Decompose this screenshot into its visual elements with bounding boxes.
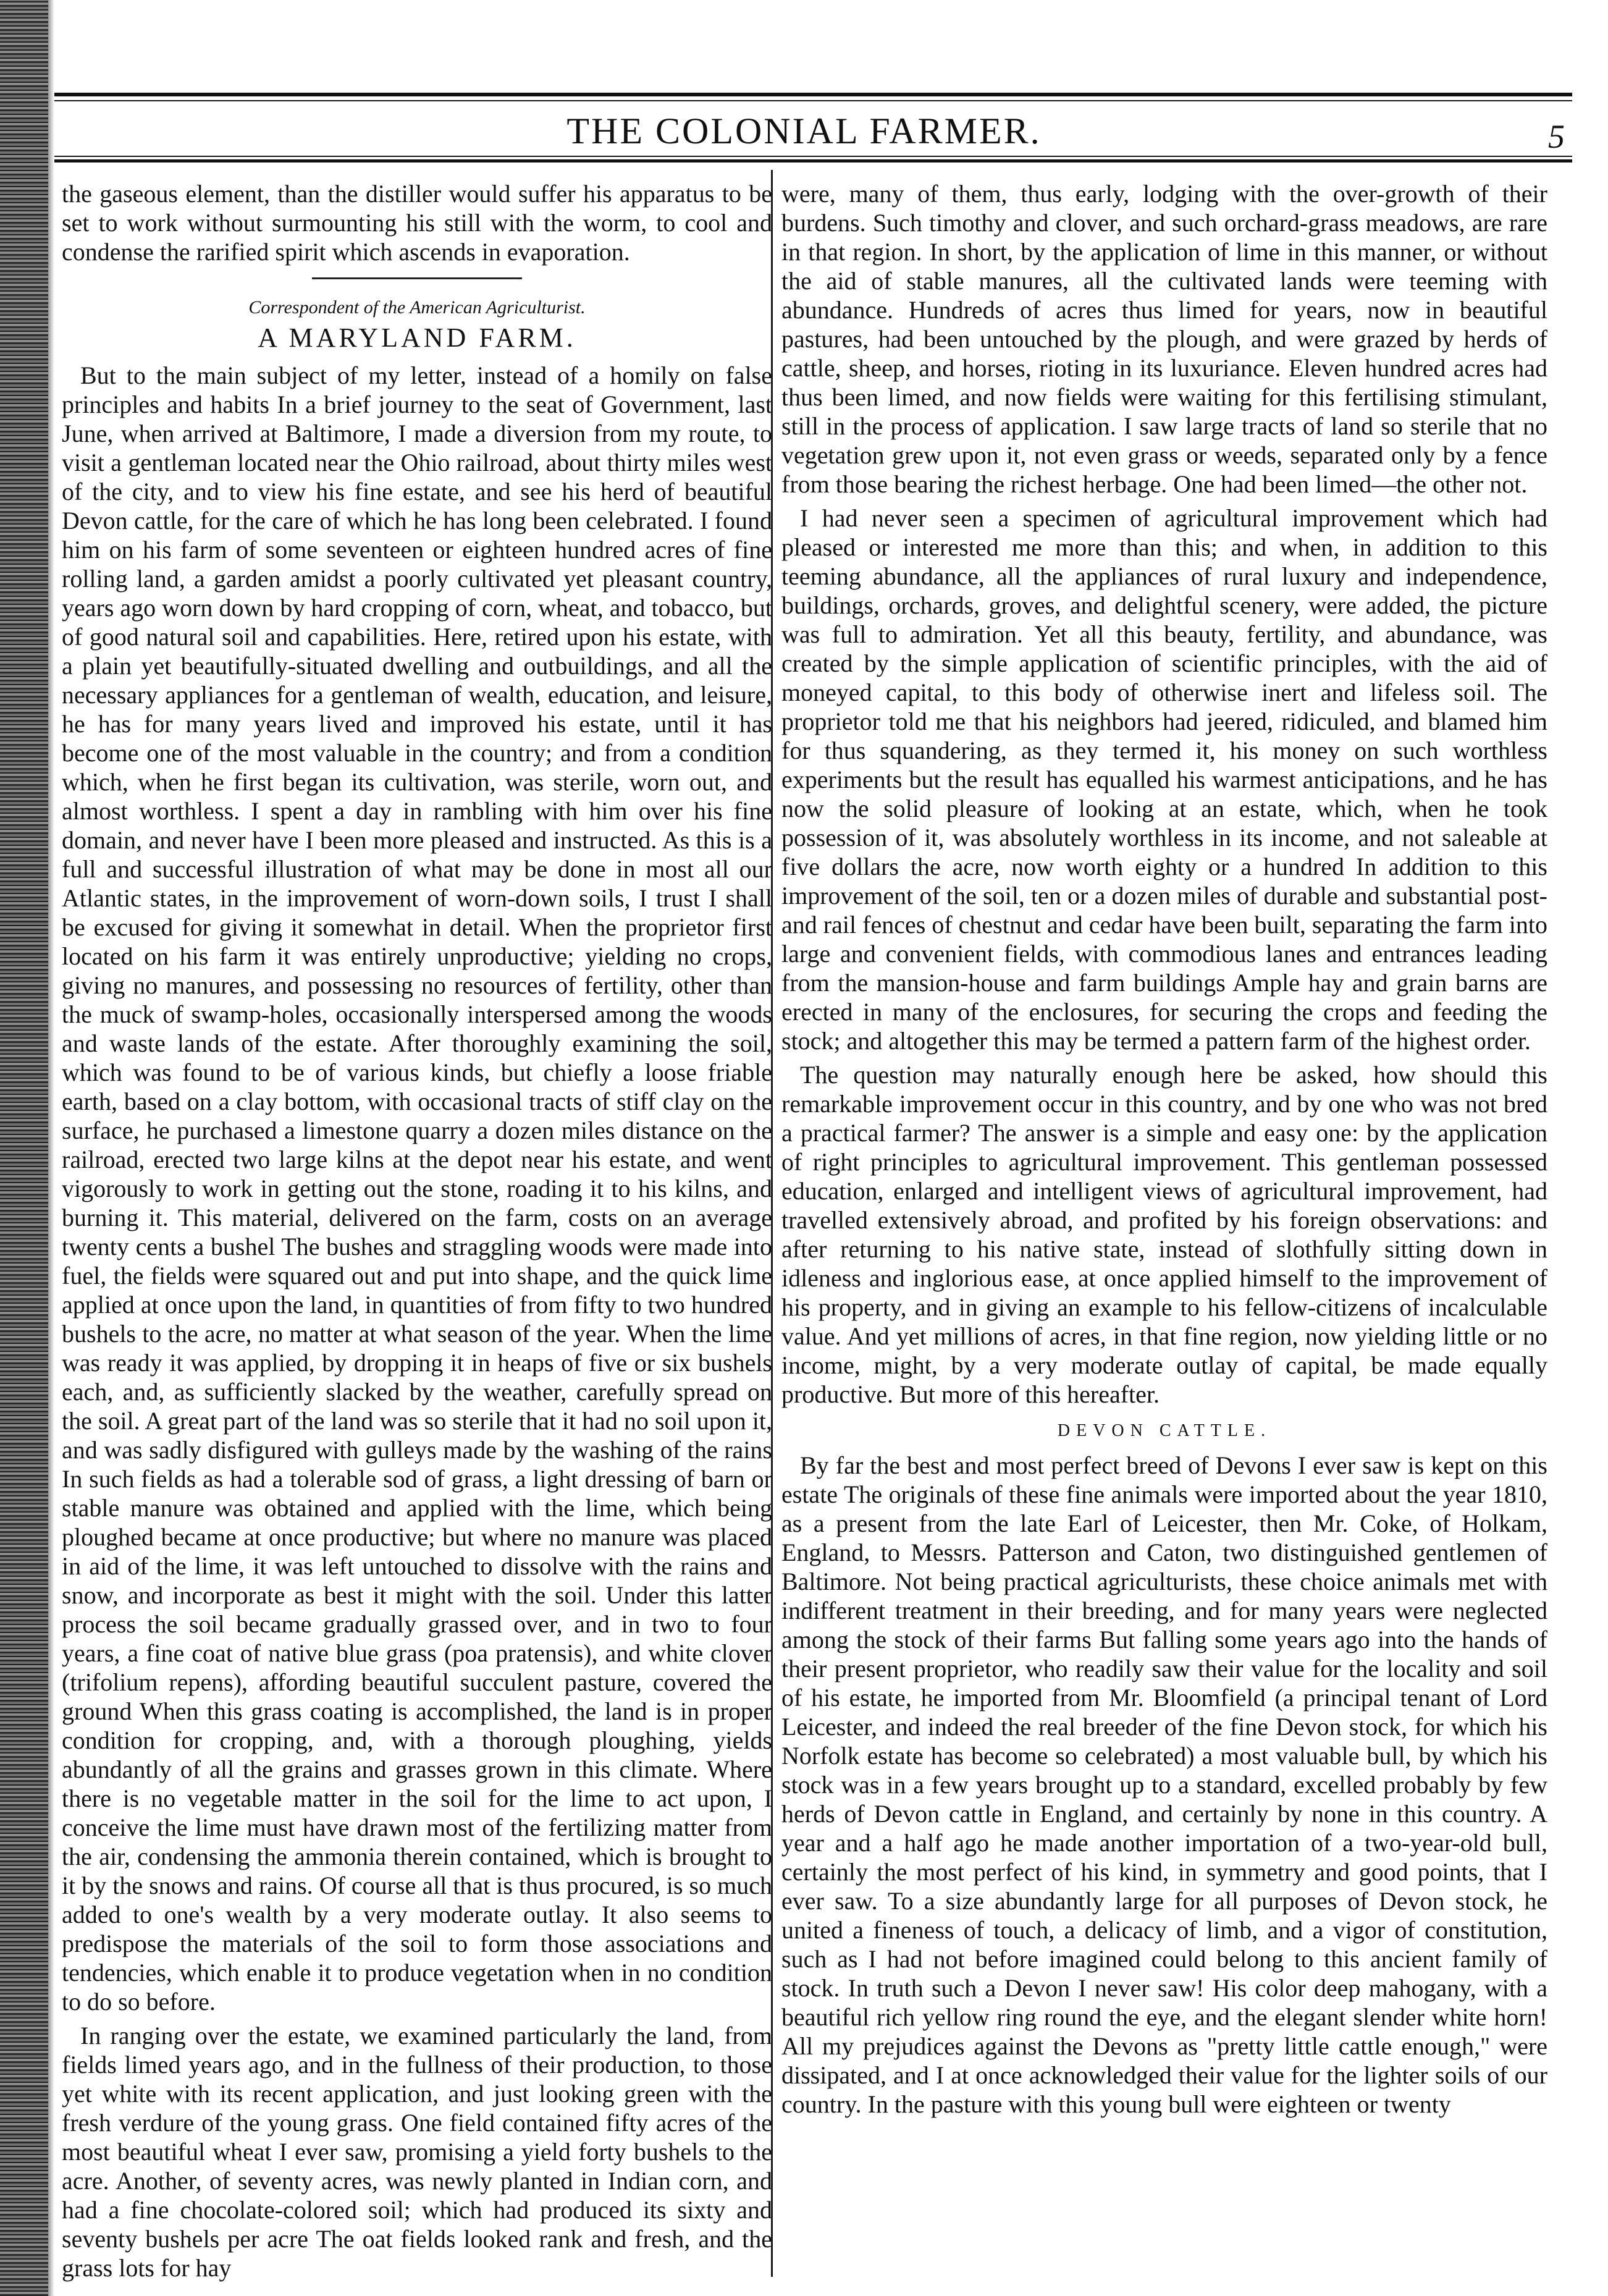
- right-column: [781, 179, 1547, 2268]
- article-paragraph: But to the main subject of my letter, instead of a homily on false principles and habits In a brief journey to the seat of Government, last June, when arrived at Baltimore, I made a diversion from my route, to visit a gentleman located near the Ohio railroad, about thirty miles west of the city, and to view his fine estate, and see his herd of beautiful Devon cattle, for the care of which he has long been celebrated. I found him on his farm of some seventeen or eighteen hundred acres of fine rolling land, a garden amidst a poorly cultivated yet pleasant country, years ago worn down by hard cropping of corn, wheat, and tobacco, but of good natural soil and capabilities. Here, retired upon his estate, with a plain yet beautifully-situated dwelling and outbuildings, and all the necessary appliances for a gentleman of wealth, education, and leisure, he has for many years lived and improved his estate, until it has become one of the most valuable in the country; and from a condition which, when he first began its cultivation, was sterile, worn out, and almost worthless. I spent a day in rambling with him over his fine domain, and never have I been more pleased and instructed. As this is a full and successful illustration of what may be done in most all our Atlantic states, in the improvement of worn-down soils, I trust I shall be excused for giving it somewhat in detail. When the proprietor first located on his farm it was entirely unproductive; yielding no crops, giving no manures, and possessing no resources of fertility, other than the muck of swamp-holes, occasionally interspersed among the woods and waste lands of the estate. After thoroughly examining the soil, which was found to be of various kinds, but chiefly a loose friable earth, based on a clay bottom, with occasional tracts of stiff clay on the surface, he purchased a limestone quarry a dozen miles distance on the railroad, erected two large kilns at the depot near his estate, and went vigorously to work in getting out the stone, roading it to his kilns, and burning it. This material, delivered on the farm, costs on an average twenty cents a bushel The bushes and straggling woods were made into fuel, the fields were squared out and put into shape, and the quick lime applied at once upon the land, in quantities of from fifty to two hundred bushels to the acre, no matter at what season of the year. When the lime was ready it was applied, by dropping it in heaps of five or six bushels each, and, as sufficiently slacked by the weather, carefully spread on the soil. A great part of the land was so sterile that it had no soil upon it, and was sadly disfigured with gulleys made by the washing of the rains In such fields as had a tolerable sod of grass, a light dressing of barn or stable manure was obtained and applied with the lime, which being ploughed became at once productive; but where no manure was placed in aid of the lime, it was left untouched to dissolve with the rains and snow, and incorporate as best it might with the soil. Under this latter process the soil became gradually grassed over, and in two to four years, a fine coat of native blue grass (poa pratensis), and white clover (trifolium repens), affording beautiful succulent pasture, covered the ground When this grass coating is accomplished, the land is in proper condition for cropping, and, with a thorough ploughing, yields abundantly of all the grains and grasses grown in this climate. Where there is no vegetable matter in the soil for the lime to act upon, I conceive the lime must have drawn most of the fertilizing matter from the air, condensing the ammonia therein contained, which is brought to it by the snows and rains. Of course all that is thus procured, is so much added to one's wealth by a very moderate outlay. It also seems to predispose the materials of the soil to form those associations and tendencies, which enable it to produce vegetation when in no condition to do so before.: [62, 361, 772, 2015]
- header-rule: [54, 156, 1572, 157]
- article-paragraph: In ranging over the estate, we examined particularly the land, from fields limed years ago, and in the fullness of their production, to those yet white with its recent application, and just looking green with the fresh verdure of the young grass. One field contained fifty acres of the most beautiful wheat I ever saw, promising a yield forty bushels to the acre. Another, of seventy acres, was newly planted in Indian corn, and had a fine chocolate-colored soil; which had produced its sixty and seventy bushels per acre The oat fields looked rank and fresh, and the grass lots for hay: [62, 2022, 772, 2282]
- article-paragraph: By far the best and most perfect breed of Devons I ever saw is kept on this estate The originals of these fine animals were imported about the year 1810, as a present from the late Earl of Leicester, then Mr. Coke, of Holkam, England, to Messrs. Patterson and Caton, two distinguished gentlemen of Baltimore. Not being practical agriculturists, these choice animals met with indifferent treatment in their breeding, and for many years were neglected among the stock of their farms But falling some years ago into the hands of their present proprietor, who readily saw their value for the locality and soil of his estate, he imported from Mr. Bloomfield (a principal tenant of Lord Leicester, and indeed the real breeder of the fine Devon stock, for which his Norfolk estate has become so celebrated) a most valuable bull, by which his stock was in a few years brought up to a standard, excelled probably by few herds of Devon cattle in England, and certainly by none in this country. A year and a half ago he made another importation of a two-year-old bull, certainly the most perfect of his kind, in symmetry and good points, that I ever saw. To a size abundantly large for all purposes of Devon stock, he united a fineness of touch, a delicacy of limb, and a vigor of constitution, such as I had not before imagined could belong to this ancient family of stock. In truth such a Devon I never saw! His color deep mahogany, with a beautiful rich yellow ring round the eye, and the elegant slender white horn! All my prejudices against the Devons as "pretty little cattle enough," were dissipated, and I at once acknowledged their value for the lighter soils of our country. In the pasture with this young bull were eighteen or twenty: [781, 1451, 1547, 2118]
- page-number: 5: [1548, 118, 1565, 155]
- continued-paragraph: the gaseous element, than the distiller would suffer his apparatus to be set to work without surmounting his still with the worm, to cool and condense the rarified spirit which ascends in evaporation.: [62, 180, 772, 266]
- correspondent-line: Correspondent of the American Agriculturist.: [248, 297, 586, 318]
- article-paragraph: were, many of them, thus early, lodging with the over-growth of their burdens. Such timothy and clover, and such orchard-grass meadows, are rare in that region. In short, by the application of lime in this manner, or without the aid of stable manures, all the cultivated lands were teeming with abundance. Hundreds of acres thus limed for years, now in beautiful pastures, had been untouched by the plough, and were grazed by herds of cattle, sheep, and horses, rioting in its luxuriance. Eleven hundred acres had thus been limed, and now fields were waiting for this fertilising stimulant, still in the process of application. I saw large tracts of land so sterile that no vegetation grew upon it, not even grass or weeds, separated only by a fence from those bearing the richest herbage. One had been limed—the other not.: [781, 180, 1547, 498]
- page-binding-edge: [0, 0, 48, 2296]
- article-paragraph: I had never seen a specimen of agricultural improvement which had pleased or interested me more than this; and when, in addition to this teeming abundance, all the appliances of rural luxury and independence, buildings, orchards, groves, and delightful scenery, were added, the picture was full to admiration. Yet all this beauty, fertility, and abundance, was created by the simple application of scientific principles, with the aid of moneyed capital, to this body of otherwise inert and lifeless soil. The proprietor told me that his neighbors had jeered, ridiculed, and blamed him for thus squandering, as they termed it, his money on such worthless experiments but the result has equalled his warmest anticipations, and he has now the solid pleasure of looking at an estate, which, when he took possession of it, was absolutely worthless in its income, and not saleable at five dollars the acre, now worth eighty or a hundred In addition to this improvement of the soil, ten or a dozen miles of durable and substantial post-and rail fences of chestnut and cedar have been built, separating the farm into large and convenient fields, with commodious lanes and entrances leading from the mansion-house and farm buildings Ample hay and grain barns are erected in many of the enclosures, for securing the crops and feeding the stock; and altogether this may be termed a pattern farm of the highest order.: [781, 504, 1547, 1055]
- header-rule: [54, 93, 1572, 96]
- binding-shadow: [48, 0, 54, 2296]
- left-column: [62, 179, 772, 2282]
- article-title: A MARYLAND FARM.: [258, 323, 576, 353]
- masthead-title: THE COLONIAL FARMER.: [566, 111, 1042, 151]
- header-rule: [54, 100, 1572, 101]
- section-subheading: DEVON CATTLE.: [1057, 1421, 1272, 1440]
- header-rule: [54, 159, 1572, 162]
- article-paragraph: The question may naturally enough here be asked, how should this remarkable improvement occur in this country, and by one who was not bred a practical farmer? The answer is a simple and easy one: by the application of right principles to agricultural improvement. This gentleman possessed education, enlarged and intelligent views of agricultural improvement, had travelled extensively abroad, and profited by his foreign observations: and after returning to his native state, instead of slothfully sitting down in idleness and inglorious ease, at once applied himself to the improvement of his property, and in giving an example to his fellow-citizens of incalculable value. And yet millions of acres, in that fine region, now yielding little or no income, might, by a very moderate outlay of capital, be made equally productive. But more of this hereafter.: [781, 1061, 1547, 1408]
- section-rule: [312, 277, 522, 279]
